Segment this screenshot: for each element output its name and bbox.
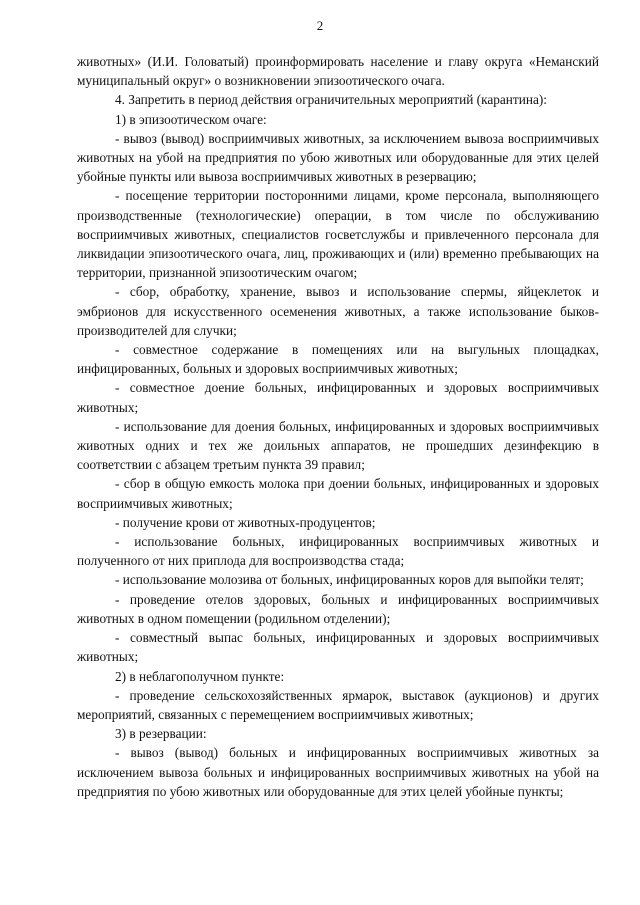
paragraph: - использование для доения больных, инфицированных и здоровых восприимчивых животных одних и тех же доильных аппаратов, не прошедших дезинфекцию в соответствии с абзацем третьим пункта 39 правил; <box>77 418 599 473</box>
paragraph: - получение крови от животных-продуцентов; <box>115 514 376 530</box>
paragraph: 2) в неблагополучном пункте: <box>115 668 285 684</box>
paragraph: 3) в резервации: <box>115 726 207 742</box>
paragraph: 1) в эпизоотическом очаге: <box>115 111 267 127</box>
paragraph: - сбор, обработку, хранение, вывоз и использование спермы, яйцеклеток и эмбрионов для искусственного осеменения животных, а также использование быков-производителей для случки; <box>77 284 599 338</box>
paragraph: - использование больных, инфицированных восприимчивых животных и полученного от них приплода для воспроизводства стада; <box>77 534 599 569</box>
document-body <box>77 52 599 801</box>
paragraph: - совместное содержание в помещениях или на выгульных площадках, инфицированных, больных и здоровых восприимчивых животных; <box>77 342 599 377</box>
paragraph: - вывоз (вывод) восприимчивых животных, за исключением вывоза восприимчивых животных на убой на предприятия по убою животных или оборудованные для этих целей убойные пункты или вывоза восприимчивых животных в резервацию; <box>77 130 599 185</box>
paragraph: - вывоз (вывод) больных и инфицированных восприимчивых животных за исключением вывоза больных и инфицированных восприимчивых животных на убой на предприятия по убою животных или оборудованные для этих целей убойные пункты; <box>77 745 599 799</box>
paragraph: 4. Запретить в период действия ограничительных мероприятий (карантина): <box>115 92 547 108</box>
paragraph: - проведение отелов здоровых, больных и инфицированных восприимчивых животных в одном помещении (родильном отделении); <box>77 591 599 626</box>
paragraph: - совместное доение больных, инфицированных и здоровых восприимчивых животных; <box>77 380 599 415</box>
paragraph: - сбор в общую емкость молока при доении больных, инфицированных и здоровых восприимчивых животных; <box>77 476 599 511</box>
paragraph: - совместный выпас больных, инфицированных и здоровых восприимчивых животных; <box>77 630 599 665</box>
page-number: 2 <box>316 18 324 33</box>
paragraph: - посещение территории посторонними лицами, кроме персонала, выполняющего производственные (технологические) операции, в том числе по обслуживанию восприимчивых животных, специалистов госветслужбы и привлеченного персонала для ликвидации эпизоотического очага, лиц, проживающих и (или) временно пребывающих на территории, признанной эпизоотическим очагом; <box>77 188 599 281</box>
paragraph: - проведение сельскохозяйственных ярмарок, выставок (аукционов) и других мероприятий, связанных с перемещением восприимчивых животных; <box>77 687 599 722</box>
paragraph: животных» (И.И. Головатый) проинформировать население и главу округа «Неманский муниципальный округ» о возникновении эпизоотического очага. <box>77 54 599 89</box>
paragraph: - использование молозива от больных, инфицированных коров для выпойки телят; <box>115 572 584 588</box>
